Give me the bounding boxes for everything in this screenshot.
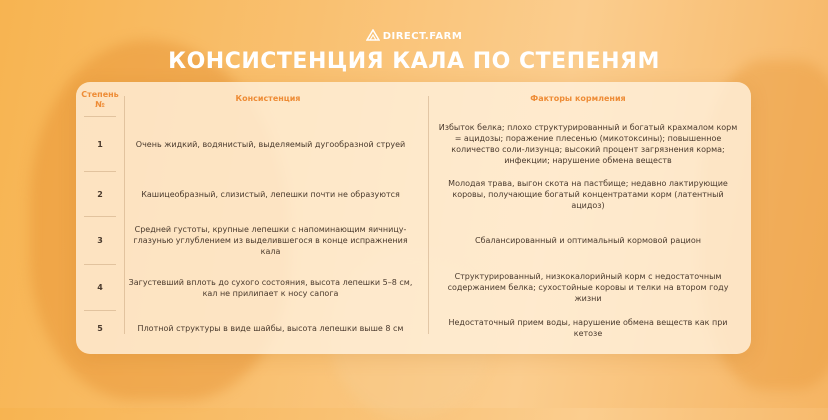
row-degree: 1: [97, 139, 103, 149]
consistency-table: [76, 82, 751, 354]
table-row: [76, 172, 751, 216]
row-factors: Структурированный, низкокалорийный корм с недостаточным содержанием белка; сухостойные коровы и телки на втором году жизни: [447, 272, 729, 303]
row-factors: Недостаточный прием воды, нарушение обмена веществ как при кетозе: [448, 318, 728, 338]
row-consistency: Средней густоты, крупные лепешки с напоминающим яичницу-глазунью углублением из выделившегося в конце испражнения кала: [133, 225, 408, 256]
table-row: [76, 311, 751, 345]
row-factors: Избыток белка; плохо структурированный и богатый крахмалом корм = ацидозы; поражение плесенью (микотоксины); повышенное количество соли-лизунца; высокий процент загрязнения корма; инфекции; нарушение обмена веществ: [438, 123, 738, 165]
row-consistency: Очень жидкий, водянистый, выделяемый дугообразной струей: [135, 139, 406, 149]
direct-farm-logo-icon: [366, 29, 380, 41]
brand-name: DIRECT.FARM: [382, 31, 463, 42]
header-consistency: Консистенция: [235, 94, 301, 103]
header-factors: Факторы кормления: [530, 94, 626, 103]
row-degree: 4: [97, 283, 103, 292]
row-factors: Молодая трава, выгон скота на пастбище; недавно лактирующие коровы, получающие богатый концентратами корм (латентный ацидоз): [448, 178, 728, 210]
row-consistency: Плотной структуры в виде шайбы, высота лепешки выше 8 см: [137, 323, 404, 333]
row-divider: [84, 116, 116, 117]
row-consistency: Кашицеобразный, слизистый, лепешки почти не образуются: [141, 189, 400, 199]
row-degree: 3: [97, 236, 103, 245]
table-row: [76, 265, 751, 310]
header-degree: Степень №: [81, 90, 119, 109]
row-degree: 2: [97, 189, 103, 199]
row-consistency: Загустевший вплоть до сухого состояния, высота лепешки 5–8 см, кал не прилипает к носу сапога: [128, 277, 413, 298]
table-row: [76, 217, 751, 264]
table-row: [76, 118, 751, 170]
page-title: КОНСИСТЕНЦИЯ КАЛА ПО СТЕПЕНЯМ: [168, 49, 660, 74]
row-factors: Сбалансированный и оптимальный кормовой рацион: [475, 236, 701, 245]
row-degree: 5: [97, 323, 103, 333]
brand-logo: [0, 29, 828, 42]
